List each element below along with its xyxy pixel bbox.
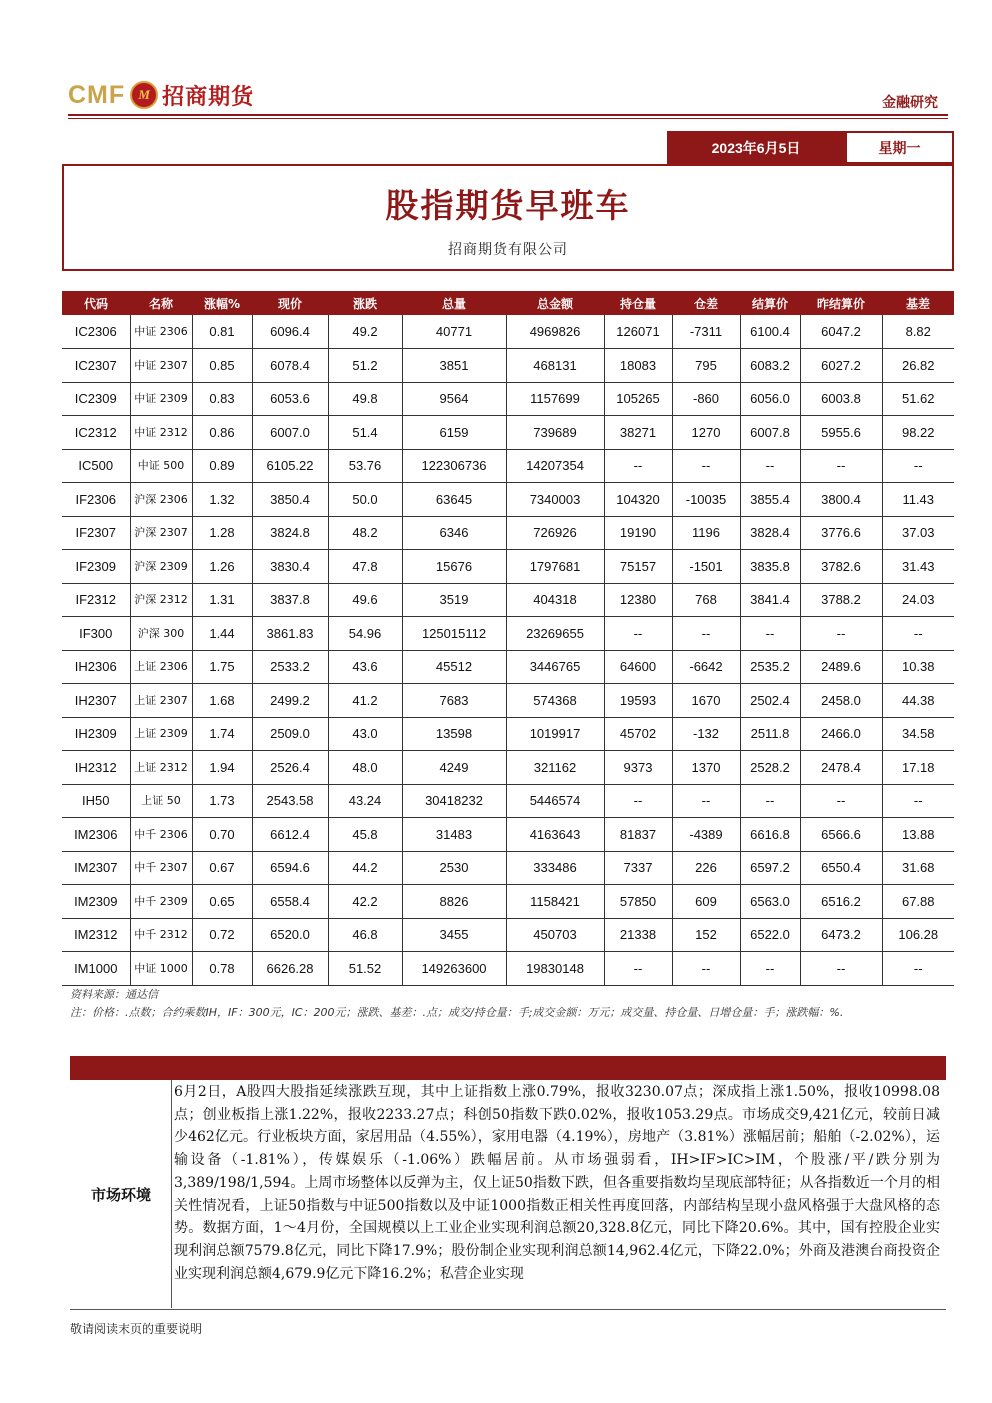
table-cell: 105265 [604,382,672,416]
table-cell: -- [672,952,740,986]
table-cell: 67.88 [882,885,954,919]
table-cell: 4249 [402,751,506,785]
table-cell: -- [740,784,800,818]
table-cell: 3455 [402,918,506,952]
table-cell: -- [740,952,800,986]
header-divider [68,114,948,116]
table-cell: 6096.4 [252,315,328,349]
table-cell: 43.0 [328,717,402,751]
contract-code: IM2309 [62,885,130,919]
table-cell: -132 [672,717,740,751]
table-cell: 11.43 [882,483,954,517]
table-cell: 8.82 [882,315,954,349]
table-cell: 3851 [402,349,506,383]
table-cell: 5955.6 [800,416,882,450]
table-cell: 50.0 [328,483,402,517]
contract-name: 中证 2306 [130,315,192,349]
table-cell: 1797681 [506,550,604,584]
table-cell: 6083.2 [740,349,800,383]
contract-name: 中证 1000 [130,952,192,986]
table-cell: 333486 [506,851,604,885]
table-row [62,650,954,684]
table-cell: 6566.6 [800,818,882,852]
table-cell: 45.8 [328,818,402,852]
contract-code: IC2312 [62,416,130,450]
table-cell: 43.24 [328,784,402,818]
table-row [62,885,954,919]
table-cell: 13.88 [882,818,954,852]
table-cell: -- [672,784,740,818]
column-header: 总量 [402,291,506,315]
contract-code: IH50 [62,784,130,818]
table-cell: 122306736 [402,449,506,483]
table-cell: 226 [672,851,740,885]
logo-chinese-name: 招商期货 [162,84,255,110]
market-bottom-rule [70,1309,946,1310]
table-cell: 6078.4 [252,349,328,383]
table-row [62,818,954,852]
column-header: 昨结算价 [800,291,882,315]
table-cell: 24.03 [882,583,954,617]
contract-code: IM2307 [62,851,130,885]
table-cell: 6053.6 [252,382,328,416]
table-cell: 1.75 [192,650,252,684]
column-header: 仓差 [672,291,740,315]
contract-code: IF2312 [62,583,130,617]
table-header-row [62,291,954,315]
table-cell: 47.8 [328,550,402,584]
table-cell: 43.6 [328,650,402,684]
table-cell: 3835.8 [740,550,800,584]
table-cell: 1.28 [192,516,252,550]
table-cell: 2535.2 [740,650,800,684]
table-cell: 125015112 [402,617,506,651]
table-cell: 3855.4 [740,483,800,517]
table-cell: 44.2 [328,851,402,885]
table-cell: 1.94 [192,751,252,785]
table-cell: 6563.0 [740,885,800,919]
table-row [62,416,954,450]
table-row [62,617,954,651]
table-cell: 2511.8 [740,717,800,751]
table-row [62,449,954,483]
column-header: 名称 [130,291,192,315]
footer-disclaimer: 敬请阅读末页的重要说明 [70,1322,203,1336]
contract-name: 沪深 2309 [130,550,192,584]
section-tag: 金融研究 [882,95,938,111]
table-row [62,751,954,785]
table-cell: 40771 [402,315,506,349]
table-cell: 768 [672,583,740,617]
table-cell: 1019917 [506,717,604,751]
table-cell: 3837.8 [252,583,328,617]
table-cell: -- [882,617,954,651]
contract-code: IF300 [62,617,130,651]
table-cell: 51.2 [328,349,402,383]
table-cell: 57850 [604,885,672,919]
table-cell: 1.32 [192,483,252,517]
table-cell: 37.03 [882,516,954,550]
table-cell: 6597.2 [740,851,800,885]
table-cell: -- [740,449,800,483]
column-header: 基差 [882,291,954,315]
contract-code: IM1000 [62,952,130,986]
table-cell: 26.82 [882,349,954,383]
table-cell: -- [604,952,672,986]
table-cell: 2528.2 [740,751,800,785]
data-source: 资料来源：通达信 [70,988,158,1001]
table-cell: 23269655 [506,617,604,651]
table-cell: 9564 [402,382,506,416]
table-cell: 2502.4 [740,684,800,718]
table-row [62,918,954,952]
table-cell: -- [604,617,672,651]
table-cell: 321162 [506,751,604,785]
table-cell: 468131 [506,349,604,383]
futures-quote-table [62,291,954,986]
column-header: 涨幅% [192,291,252,315]
market-section-bar [70,1056,946,1080]
contract-code: IH2307 [62,684,130,718]
table-cell: 98.22 [882,416,954,450]
table-cell: 1.73 [192,784,252,818]
table-row [62,952,954,986]
table-cell: 0.81 [192,315,252,349]
table-cell: -- [800,952,882,986]
table-cell: -4389 [672,818,740,852]
contract-name: 上证 2307 [130,684,192,718]
table-cell: 1270 [672,416,740,450]
table-cell: 6003.8 [800,382,882,416]
table-cell: 2489.6 [800,650,882,684]
table-cell: 7340003 [506,483,604,517]
table-cell: 19830148 [506,952,604,986]
table-cell: 6520.0 [252,918,328,952]
table-row [62,315,954,349]
table-cell: 1.26 [192,550,252,584]
table-cell: 44.38 [882,684,954,718]
table-cell: 49.6 [328,583,402,617]
table-cell: 19593 [604,684,672,718]
company-name: 招商期货有限公司 [448,242,568,258]
table-row [62,583,954,617]
table-cell: 3519 [402,583,506,617]
table-cell: 5446574 [506,784,604,818]
table-cell: 0.67 [192,851,252,885]
contract-code: IC500 [62,449,130,483]
table-cell: 2509.0 [252,717,328,751]
table-cell: 63645 [402,483,506,517]
table-cell: 6159 [402,416,506,450]
table-cell: 1158421 [506,885,604,919]
table-cell: 104320 [604,483,672,517]
table-cell: 126071 [604,315,672,349]
table-cell: 3788.2 [800,583,882,617]
table-cell: 2533.2 [252,650,328,684]
contract-name: 沪深 2307 [130,516,192,550]
contract-name: 上证 50 [130,784,192,818]
table-cell: 2499.2 [252,684,328,718]
table-cell: 1.68 [192,684,252,718]
column-header: 结算价 [740,291,800,315]
table-cell: 31483 [402,818,506,852]
table-cell: 3861.83 [252,617,328,651]
contract-code: IC2309 [62,382,130,416]
table-cell: -7311 [672,315,740,349]
market-commentary: 6月2日，A股四大股指延续涨跌互现，其中上证指数上涨0.79%，报收3230.07点；深成指上涨1.50%，报收10998.08点；创业板指上涨1.22%，报收2233.27点；科创50指数下跌0.02%，报收1053.29点。市场成交9,421亿元，较前日减少462亿元。行业板块方面，家居用品（4.55%），家用电器（4.19%），房地产（3.81%）涨幅居前；船舶（-2.02%），运输设备（-1.81%），传媒娱乐（-1.06%）跌幅居前。从市场强弱看，IH>IF>IC>IM，个股涨/平/跌分别为3,389/198/1,594。上周市场整体以反弹为主，仅上证50指数下跌，但各重要指数均呈现底部特征；从各指数近一个月的相关性情况看，上证50指数与中证500指数以及中证1000指数正相关性再度回落，内部结构呈现小盘风格强于大盘风格的态势。数据方面，1～4月份，全国规模以上工业企业实现利润总额20,328.8亿元，同比下降20.6%。其中，国有控股企业实现利润总额7579.8亿元，同比下降17.9%；股份制企业实现利润总额14,962.4亿元，下降22.0%；外商及港澳台商投资企业实现利润总额4,679.9亿元下降16.2%；私营企业实现 [174,1084,940,1282]
table-cell: 48.2 [328,516,402,550]
table-cell: 6522.0 [740,918,800,952]
table-cell: 106.28 [882,918,954,952]
table-cell: 3824.8 [252,516,328,550]
table-cell: 4163643 [506,818,604,852]
table-cell: 18083 [604,349,672,383]
table-cell: -10035 [672,483,740,517]
logo-emblem-icon [130,81,158,109]
contract-name: 上证 2306 [130,650,192,684]
table-cell: 51.52 [328,952,402,986]
table-cell: -- [800,784,882,818]
table-cell: 404318 [506,583,604,617]
table-cell: 2530 [402,851,506,885]
table-cell: -- [800,617,882,651]
table-cell: -1501 [672,550,740,584]
table-cell: 0.65 [192,885,252,919]
table-cell: -- [604,784,672,818]
table-cell: -- [882,784,954,818]
table-cell: 6007.0 [252,416,328,450]
table-cell: 53.76 [328,449,402,483]
table-cell: 795 [672,349,740,383]
table-row [62,483,954,517]
table-cell: 1196 [672,516,740,550]
table-cell: 6594.6 [252,851,328,885]
table-cell: -- [672,449,740,483]
table-cell: 3850.4 [252,483,328,517]
contract-name: 沪深 300 [130,617,192,651]
table-cell: 1.31 [192,583,252,617]
table-cell: 1.44 [192,617,252,651]
contract-name: 中证 2309 [130,382,192,416]
table-cell: 450703 [506,918,604,952]
contract-code: IH2309 [62,717,130,751]
table-cell: 38271 [604,416,672,450]
report-title: 股指期货早班车 [385,186,631,225]
table-cell: 1157699 [506,382,604,416]
table-row [62,516,954,550]
table-cell: 6346 [402,516,506,550]
table-cell: 45702 [604,717,672,751]
table-cell: 6047.2 [800,315,882,349]
table-row [62,851,954,885]
table-cell: 2466.0 [800,717,882,751]
table-cell: -- [882,952,954,986]
table-cell: 4969826 [506,315,604,349]
table-cell: 3776.6 [800,516,882,550]
contract-name: 中千 2309 [130,885,192,919]
table-cell: 49.8 [328,382,402,416]
table-cell: 6056.0 [740,382,800,416]
table-cell: 0.83 [192,382,252,416]
table-cell: 7683 [402,684,506,718]
table-cell: 9373 [604,751,672,785]
contract-code: IM2306 [62,818,130,852]
table-cell: 152 [672,918,740,952]
table-cell: 45512 [402,650,506,684]
table-cell: 0.70 [192,818,252,852]
contract-name: 沪深 2306 [130,483,192,517]
table-cell: -- [604,449,672,483]
table-cell: 31.68 [882,851,954,885]
table-cell: 3830.4 [252,550,328,584]
table-cell: 2478.4 [800,751,882,785]
table-row [62,717,954,751]
table-cell: 34.58 [882,717,954,751]
contract-code: IC2306 [62,315,130,349]
table-cell: 6007.8 [740,416,800,450]
table-cell: 3800.4 [800,483,882,517]
table-cell: 6626.28 [252,952,328,986]
table-cell: 739689 [506,416,604,450]
table-cell: 6100.4 [740,315,800,349]
table-cell: 3828.4 [740,516,800,550]
table-cell: 1.74 [192,717,252,751]
table-cell: 41.2 [328,684,402,718]
table-cell: -- [740,617,800,651]
market-section-label: 市场环境 [90,1185,151,1204]
table-cell: 42.2 [328,885,402,919]
table-cell: -- [672,617,740,651]
contract-name: 上证 2309 [130,717,192,751]
table-row [62,784,954,818]
table-cell: 6473.2 [800,918,882,952]
table-cell: 30418232 [402,784,506,818]
table-cell: 0.85 [192,349,252,383]
table-cell: 15676 [402,550,506,584]
table-cell: 574368 [506,684,604,718]
column-header: 涨跌 [328,291,402,315]
table-cell: 31.43 [882,550,954,584]
report-date: 2023年6月5日 [667,131,845,164]
table-cell: 3841.4 [740,583,800,617]
contract-name: 中证 500 [130,449,192,483]
table-cell: 64600 [604,650,672,684]
table-cell: 3446765 [506,650,604,684]
contract-code: IC2307 [62,349,130,383]
table-row [62,684,954,718]
table-cell: 7337 [604,851,672,885]
contract-code: IH2306 [62,650,130,684]
table-cell: 6516.2 [800,885,882,919]
contract-name: 中千 2306 [130,818,192,852]
table-cell: -- [800,449,882,483]
column-header: 代码 [62,291,130,315]
table-cell: 6027.2 [800,349,882,383]
table-cell: 13598 [402,717,506,751]
contract-code: IF2309 [62,550,130,584]
table-cell: 6612.4 [252,818,328,852]
table-row [62,349,954,383]
contract-name: 上证 2312 [130,751,192,785]
table-cell: 0.86 [192,416,252,450]
column-header: 总金额 [506,291,604,315]
table-cell: 2458.0 [800,684,882,718]
table-cell: 6616.8 [740,818,800,852]
contract-name: 中证 2312 [130,416,192,450]
table-cell: 2526.4 [252,751,328,785]
table-cell: 48.0 [328,751,402,785]
table-cell: 726926 [506,516,604,550]
table-cell: 0.89 [192,449,252,483]
table-cell: 6558.4 [252,885,328,919]
title-panel [62,164,954,271]
table-cell: -6642 [672,650,740,684]
logo-emblem-letter: M [138,87,150,102]
table-cell: 8826 [402,885,506,919]
table-cell: 21338 [604,918,672,952]
contract-code: IH2312 [62,751,130,785]
table-cell: 0.78 [192,952,252,986]
table-cell: 1370 [672,751,740,785]
table-cell: 10.38 [882,650,954,684]
table-cell: 14207354 [506,449,604,483]
table-cell: 54.96 [328,617,402,651]
contract-code: IM2312 [62,918,130,952]
column-header: 现价 [252,291,328,315]
contract-code: IF2306 [62,483,130,517]
table-cell: 46.8 [328,918,402,952]
company-logo [68,78,254,112]
table-cell: 51.4 [328,416,402,450]
table-cell: 19190 [604,516,672,550]
header-divider-thin [68,118,948,119]
contract-name: 中千 2307 [130,851,192,885]
table-cell: -860 [672,382,740,416]
table-cell: 81837 [604,818,672,852]
table-cell: 0.72 [192,918,252,952]
table-row [62,382,954,416]
table-cell: 149263600 [402,952,506,986]
table-cell: 51.62 [882,382,954,416]
table-cell: 49.2 [328,315,402,349]
contract-code: IF2307 [62,516,130,550]
table-cell: 6105.22 [252,449,328,483]
logo-cmf-text: CMF [68,80,126,109]
table-cell: 609 [672,885,740,919]
report-weekday: 星期一 [845,131,954,164]
contract-name: 中证 2307 [130,349,192,383]
table-cell: 2543.58 [252,784,328,818]
contract-name: 中千 2312 [130,918,192,952]
contract-name: 沪深 2312 [130,583,192,617]
table-cell: 75157 [604,550,672,584]
table-cell: 17.18 [882,751,954,785]
table-cell: 3782.6 [800,550,882,584]
table-notes: 注：价格：.点数；合约乘数IH，IF：300元，IC：200元；涨跌、基差：.点；成交/持仓量：手;成交金额：万元；成交量、持仓量、日增仓量：手；涨跌幅：%. [70,1006,844,1019]
table-row [62,550,954,584]
table-cell: -- [882,449,954,483]
table-cell: 1670 [672,684,740,718]
table-cell: 6550.4 [800,851,882,885]
column-header: 持仓量 [604,291,672,315]
table-cell: 12380 [604,583,672,617]
